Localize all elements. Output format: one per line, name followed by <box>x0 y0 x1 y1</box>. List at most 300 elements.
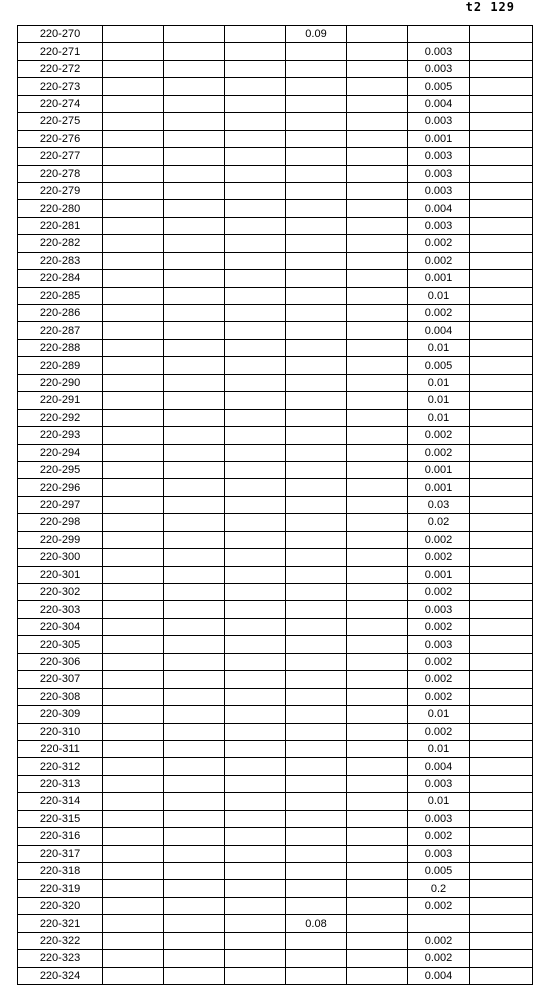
empty-cell <box>347 148 408 165</box>
empty-cell <box>347 531 408 548</box>
value-cell-col6: 0.03 <box>408 496 470 513</box>
empty-cell <box>470 130 533 147</box>
empty-cell <box>347 845 408 862</box>
compound-id-cell: 220-285 <box>18 287 103 304</box>
empty-cell <box>225 427 286 444</box>
empty-cell <box>103 653 164 670</box>
value-cell-col4 <box>286 200 347 217</box>
value-cell-col4 <box>286 775 347 792</box>
value-cell-col4 <box>286 740 347 757</box>
empty-cell <box>164 723 225 740</box>
empty-cell <box>103 706 164 723</box>
table-row <box>18 26 533 43</box>
value-cell-col4 <box>286 618 347 635</box>
empty-cell <box>347 601 408 618</box>
table-row <box>18 113 533 130</box>
empty-cell <box>347 374 408 391</box>
compound-id-cell: 220-276 <box>18 130 103 147</box>
value-cell-col4 <box>286 322 347 339</box>
empty-cell <box>347 392 408 409</box>
empty-cell <box>164 810 225 827</box>
empty-cell <box>225 357 286 374</box>
table-row <box>18 723 533 740</box>
value-cell-col6: 0.002 <box>408 252 470 269</box>
value-cell-col4 <box>286 845 347 862</box>
empty-cell <box>347 409 408 426</box>
compound-id-cell: 220-293 <box>18 427 103 444</box>
empty-cell <box>470 810 533 827</box>
table-row <box>18 636 533 653</box>
empty-cell <box>347 950 408 967</box>
empty-cell <box>103 688 164 705</box>
empty-cell <box>225 967 286 984</box>
table-row <box>18 60 533 77</box>
empty-cell <box>225 810 286 827</box>
empty-cell <box>470 950 533 967</box>
value-cell-col6: 0.01 <box>408 793 470 810</box>
empty-cell <box>470 60 533 77</box>
value-cell-col4 <box>286 793 347 810</box>
table-row <box>18 374 533 391</box>
value-cell-col6: 0.004 <box>408 967 470 984</box>
empty-cell <box>347 636 408 653</box>
empty-cell <box>225 496 286 513</box>
empty-cell <box>470 932 533 949</box>
value-cell-col4 <box>286 688 347 705</box>
empty-cell <box>470 897 533 914</box>
value-cell-col6: 0.003 <box>408 636 470 653</box>
empty-cell <box>347 496 408 513</box>
value-cell-col6: 0.002 <box>408 932 470 949</box>
empty-cell <box>164 549 225 566</box>
compound-id-cell: 220-304 <box>18 618 103 635</box>
empty-cell <box>470 758 533 775</box>
data-table <box>17 25 533 985</box>
value-cell-col6: 0.003 <box>408 601 470 618</box>
value-cell-col4 <box>286 182 347 199</box>
value-cell-col6: 0.002 <box>408 531 470 548</box>
empty-cell <box>103 950 164 967</box>
value-cell-col4 <box>286 653 347 670</box>
empty-cell <box>164 601 225 618</box>
empty-cell <box>470 531 533 548</box>
table-row <box>18 688 533 705</box>
empty-cell <box>103 758 164 775</box>
empty-cell <box>347 235 408 252</box>
empty-cell <box>225 287 286 304</box>
empty-cell <box>470 793 533 810</box>
empty-cell <box>164 584 225 601</box>
empty-cell <box>470 217 533 234</box>
value-cell-col4 <box>286 479 347 496</box>
empty-cell <box>347 200 408 217</box>
empty-cell <box>225 235 286 252</box>
empty-cell <box>347 43 408 60</box>
empty-cell <box>470 270 533 287</box>
empty-cell <box>470 706 533 723</box>
compound-id-cell: 220-308 <box>18 688 103 705</box>
value-cell-col4 <box>286 270 347 287</box>
empty-cell <box>164 618 225 635</box>
empty-cell <box>164 775 225 792</box>
compound-id-cell: 220-320 <box>18 897 103 914</box>
value-cell-col4: 0.09 <box>286 26 347 43</box>
empty-cell <box>103 43 164 60</box>
table-row <box>18 566 533 583</box>
value-cell-col6: 0.004 <box>408 95 470 112</box>
compound-id-cell: 220-324 <box>18 967 103 984</box>
table-row <box>18 130 533 147</box>
empty-cell <box>225 793 286 810</box>
table-row <box>18 915 533 932</box>
empty-cell <box>103 601 164 618</box>
value-cell-col4 <box>286 409 347 426</box>
empty-cell <box>164 706 225 723</box>
empty-cell <box>103 305 164 322</box>
compound-id-cell: 220-272 <box>18 60 103 77</box>
value-cell-col4 <box>286 392 347 409</box>
empty-cell <box>470 287 533 304</box>
compound-id-cell: 220-279 <box>18 182 103 199</box>
empty-cell <box>164 217 225 234</box>
value-cell-col6: 0.002 <box>408 584 470 601</box>
compound-id-cell: 220-290 <box>18 374 103 391</box>
empty-cell <box>225 305 286 322</box>
value-cell-col6: 0.003 <box>408 217 470 234</box>
empty-cell <box>347 880 408 897</box>
empty-cell <box>164 287 225 304</box>
value-cell-col6: 0.002 <box>408 828 470 845</box>
value-cell-col4 <box>286 950 347 967</box>
empty-cell <box>225 130 286 147</box>
empty-cell <box>470 165 533 182</box>
empty-cell <box>470 514 533 531</box>
empty-cell <box>225 200 286 217</box>
table-row <box>18 758 533 775</box>
empty-cell <box>225 740 286 757</box>
empty-cell <box>470 740 533 757</box>
table-row <box>18 200 533 217</box>
empty-cell <box>347 775 408 792</box>
empty-cell <box>225 950 286 967</box>
table-row <box>18 148 533 165</box>
value-cell-col6: 0.003 <box>408 775 470 792</box>
empty-cell <box>225 409 286 426</box>
empty-cell <box>347 671 408 688</box>
empty-cell <box>347 566 408 583</box>
value-cell-col6: 0.003 <box>408 113 470 130</box>
empty-cell <box>347 60 408 77</box>
empty-cell <box>103 26 164 43</box>
table-row <box>18 270 533 287</box>
compound-id-cell: 220-284 <box>18 270 103 287</box>
compound-id-cell: 220-312 <box>18 758 103 775</box>
empty-cell <box>470 461 533 478</box>
empty-cell <box>164 427 225 444</box>
empty-cell <box>103 514 164 531</box>
value-cell-col6: 0.01 <box>408 287 470 304</box>
compound-id-cell: 220-275 <box>18 113 103 130</box>
value-cell-col6: 0.01 <box>408 409 470 426</box>
empty-cell <box>470 26 533 43</box>
empty-cell <box>103 95 164 112</box>
value-cell-col4 <box>286 78 347 95</box>
value-cell-col6: 0.003 <box>408 810 470 827</box>
empty-cell <box>103 374 164 391</box>
compound-id-cell: 220-295 <box>18 461 103 478</box>
empty-cell <box>164 496 225 513</box>
empty-cell <box>164 514 225 531</box>
compound-id-cell: 220-313 <box>18 775 103 792</box>
value-cell-col6: 0.001 <box>408 130 470 147</box>
value-cell-col6 <box>408 26 470 43</box>
empty-cell <box>164 636 225 653</box>
value-cell-col6: 0.003 <box>408 845 470 862</box>
table-row <box>18 810 533 827</box>
value-cell-col4 <box>286 461 347 478</box>
value-cell-col4 <box>286 758 347 775</box>
empty-cell <box>164 671 225 688</box>
empty-cell <box>164 653 225 670</box>
value-cell-col4 <box>286 95 347 112</box>
empty-cell <box>225 723 286 740</box>
empty-cell <box>164 950 225 967</box>
empty-cell <box>470 148 533 165</box>
empty-cell <box>103 357 164 374</box>
value-cell-col4 <box>286 43 347 60</box>
compound-id-cell: 220-280 <box>18 200 103 217</box>
value-cell-col4 <box>286 60 347 77</box>
value-cell-col4 <box>286 828 347 845</box>
compound-id-cell: 220-300 <box>18 549 103 566</box>
empty-cell <box>347 618 408 635</box>
empty-cell <box>225 688 286 705</box>
empty-cell <box>347 305 408 322</box>
table-row <box>18 357 533 374</box>
compound-id-cell: 220-301 <box>18 566 103 583</box>
empty-cell <box>164 566 225 583</box>
value-cell-col6: 0.001 <box>408 461 470 478</box>
compound-id-cell: 220-311 <box>18 740 103 757</box>
table-row <box>18 165 533 182</box>
empty-cell <box>470 409 533 426</box>
empty-cell <box>225 932 286 949</box>
value-cell-col4 <box>286 357 347 374</box>
empty-cell <box>347 165 408 182</box>
empty-cell <box>225 636 286 653</box>
value-cell-col6: 0.005 <box>408 863 470 880</box>
empty-cell <box>164 235 225 252</box>
empty-cell <box>347 915 408 932</box>
value-cell-col6: 0.002 <box>408 671 470 688</box>
empty-cell <box>347 252 408 269</box>
value-cell-col6: 0.002 <box>408 235 470 252</box>
empty-cell <box>225 270 286 287</box>
value-cell-col6: 0.001 <box>408 270 470 287</box>
empty-cell <box>103 339 164 356</box>
value-cell-col6: 0.005 <box>408 357 470 374</box>
empty-cell <box>225 95 286 112</box>
empty-cell <box>103 182 164 199</box>
table-row <box>18 671 533 688</box>
empty-cell <box>225 514 286 531</box>
empty-cell <box>103 270 164 287</box>
empty-cell <box>225 828 286 845</box>
empty-cell <box>164 967 225 984</box>
table-row <box>18 514 533 531</box>
empty-cell <box>470 339 533 356</box>
value-cell-col4 <box>286 217 347 234</box>
value-cell-col4 <box>286 427 347 444</box>
table-row <box>18 828 533 845</box>
value-cell-col6: 0.005 <box>408 78 470 95</box>
table-row <box>18 897 533 914</box>
table-row <box>18 932 533 949</box>
empty-cell <box>103 932 164 949</box>
value-cell-col6: 0.004 <box>408 758 470 775</box>
empty-cell <box>164 409 225 426</box>
empty-cell <box>470 671 533 688</box>
empty-cell <box>103 287 164 304</box>
table-row <box>18 322 533 339</box>
empty-cell <box>470 601 533 618</box>
empty-cell <box>347 444 408 461</box>
compound-id-cell: 220-292 <box>18 409 103 426</box>
value-cell-col4: 0.08 <box>286 915 347 932</box>
empty-cell <box>103 636 164 653</box>
compound-id-cell: 220-271 <box>18 43 103 60</box>
empty-cell <box>225 915 286 932</box>
empty-cell <box>470 549 533 566</box>
empty-cell <box>347 427 408 444</box>
empty-cell <box>470 845 533 862</box>
empty-cell <box>347 514 408 531</box>
table-row <box>18 496 533 513</box>
empty-cell <box>470 200 533 217</box>
table-row <box>18 653 533 670</box>
empty-cell <box>470 584 533 601</box>
table-row <box>18 845 533 862</box>
value-cell-col4 <box>286 339 347 356</box>
empty-cell <box>164 444 225 461</box>
empty-cell <box>103 322 164 339</box>
value-cell-col6: 0.003 <box>408 165 470 182</box>
empty-cell <box>164 863 225 880</box>
empty-cell <box>347 723 408 740</box>
empty-cell <box>164 130 225 147</box>
empty-cell <box>225 479 286 496</box>
empty-cell <box>164 740 225 757</box>
table-row <box>18 235 533 252</box>
empty-cell <box>347 758 408 775</box>
value-cell-col4 <box>286 810 347 827</box>
empty-cell <box>103 845 164 862</box>
value-cell-col6: 0.002 <box>408 897 470 914</box>
empty-cell <box>225 26 286 43</box>
empty-cell <box>164 357 225 374</box>
empty-cell <box>347 217 408 234</box>
value-cell-col6: 0.002 <box>408 950 470 967</box>
compound-id-cell: 220-309 <box>18 706 103 723</box>
table-row <box>18 95 533 112</box>
value-cell-col6: 0.002 <box>408 305 470 322</box>
empty-cell <box>103 740 164 757</box>
empty-cell <box>103 566 164 583</box>
value-cell-col6: 0.003 <box>408 60 470 77</box>
empty-cell <box>225 897 286 914</box>
compound-id-cell: 220-321 <box>18 915 103 932</box>
table-row <box>18 880 533 897</box>
value-cell-col4 <box>286 374 347 391</box>
empty-cell <box>164 845 225 862</box>
empty-cell <box>347 810 408 827</box>
empty-cell <box>225 444 286 461</box>
compound-id-cell: 220-282 <box>18 235 103 252</box>
empty-cell <box>470 496 533 513</box>
empty-cell <box>225 43 286 60</box>
empty-cell <box>164 305 225 322</box>
empty-cell <box>103 217 164 234</box>
empty-cell <box>103 584 164 601</box>
table-row <box>18 461 533 478</box>
value-cell-col4 <box>286 897 347 914</box>
value-cell-col4 <box>286 444 347 461</box>
empty-cell <box>103 78 164 95</box>
table-row <box>18 339 533 356</box>
value-cell-col6: 0.004 <box>408 200 470 217</box>
value-cell-col4 <box>286 880 347 897</box>
empty-cell <box>225 671 286 688</box>
empty-cell <box>103 165 164 182</box>
compound-id-cell: 220-322 <box>18 932 103 949</box>
compound-id-cell: 220-318 <box>18 863 103 880</box>
table-row <box>18 444 533 461</box>
empty-cell <box>470 252 533 269</box>
empty-cell <box>103 392 164 409</box>
empty-cell <box>470 880 533 897</box>
table-row <box>18 287 533 304</box>
compound-id-cell: 220-278 <box>18 165 103 182</box>
compound-id-cell: 220-283 <box>18 252 103 269</box>
value-cell-col6: 0.01 <box>408 706 470 723</box>
empty-cell <box>164 828 225 845</box>
compound-id-cell: 220-307 <box>18 671 103 688</box>
empty-cell <box>347 967 408 984</box>
empty-cell <box>347 653 408 670</box>
value-cell-col4 <box>286 496 347 513</box>
value-cell-col4 <box>286 863 347 880</box>
empty-cell <box>164 897 225 914</box>
empty-cell <box>470 967 533 984</box>
empty-cell <box>103 130 164 147</box>
value-cell-col4 <box>286 706 347 723</box>
empty-cell <box>470 78 533 95</box>
empty-cell <box>225 706 286 723</box>
value-cell-col6: 0.001 <box>408 566 470 583</box>
empty-cell <box>347 932 408 949</box>
empty-cell <box>103 427 164 444</box>
empty-cell <box>103 148 164 165</box>
value-cell-col4 <box>286 566 347 583</box>
empty-cell <box>103 60 164 77</box>
empty-cell <box>164 531 225 548</box>
value-cell-col6: 0.02 <box>408 514 470 531</box>
empty-cell <box>470 392 533 409</box>
compound-id-cell: 220-288 <box>18 339 103 356</box>
empty-cell <box>225 60 286 77</box>
empty-cell <box>225 217 286 234</box>
value-cell-col6: 0.01 <box>408 392 470 409</box>
